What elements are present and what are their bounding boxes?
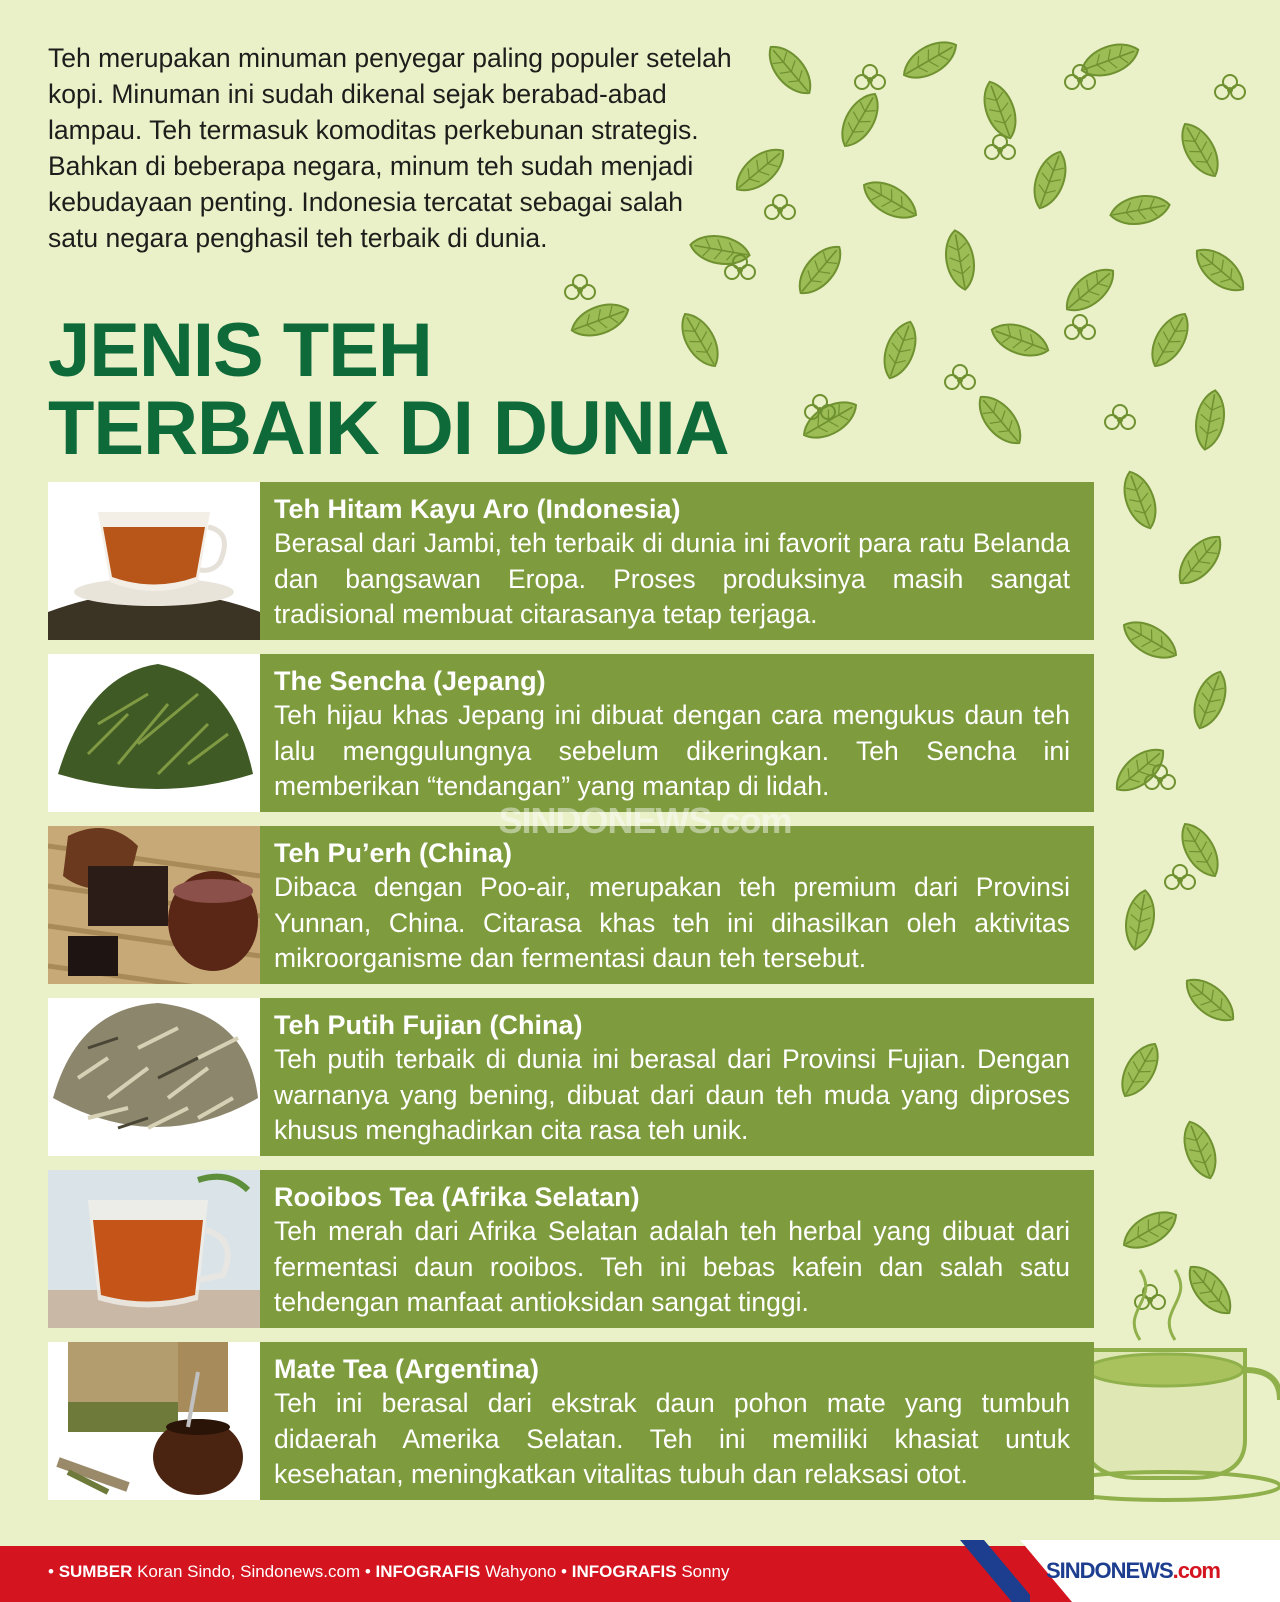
tea-card-body <box>260 482 1094 640</box>
infographic-value: Wahyono <box>485 1562 557 1581</box>
title-line-1: JENIS TEH <box>48 308 432 393</box>
tea-name: Mate Tea (Argentina) <box>274 1354 540 1384</box>
tea-image <box>48 1170 260 1328</box>
tea-name: Teh Hitam Kayu Aro (Indonesia) <box>274 494 681 524</box>
source-value: Koran Sindo, Sindonews.com <box>137 1562 361 1581</box>
tea-image <box>48 482 260 640</box>
title-line-2: TERBAIK DI DUNIA <box>48 386 729 471</box>
infographic-label: INFOGRAFIS <box>375 1562 481 1581</box>
tea-card <box>48 1170 1094 1328</box>
sindonews-logo <box>1046 1558 1220 1584</box>
tea-card <box>48 998 1094 1156</box>
bullet: • <box>48 1562 54 1581</box>
source-label: SUMBER <box>58 1562 133 1581</box>
tea-image <box>48 654 260 812</box>
tea-card-body <box>260 1170 1094 1328</box>
tea-card <box>48 1342 1094 1500</box>
tea-description: Teh hijau khas Jepang ini dibuat dengan cara mengukus daun teh lalu menggulungnya sebelum dikeringkan. Teh Sencha ini memberikan “tendangan” yang mantap di lidah. <box>274 700 1070 801</box>
tea-name: Teh Pu’erh (China) <box>274 838 513 868</box>
tea-name: Teh Putih Fujian (China) <box>274 1010 583 1040</box>
tea-image <box>48 998 260 1156</box>
infographic-label: INFOGRAFIS <box>571 1562 677 1581</box>
tea-description: Berasal dari Jambi, teh terbaik di dunia ini favorit para ratu Belanda dan bangsawan Eropa. Proses produksinya masih sangat tradisional membuat citarasanya tetap terjaga. <box>274 528 1070 629</box>
watermark: SINDONEWS.com <box>498 800 792 841</box>
logo-text: SINDONEWS <box>1045 1558 1173 1583</box>
tea-image <box>48 1342 260 1500</box>
infographic-value: Sonny <box>681 1562 730 1581</box>
tea-description: Dibaca dengan Poo-air, merupakan teh premium dari Provinsi Yunnan, China. Citarasa khas teh ini dihasilkan oleh aktivitas mikroorganisme dan fermentasi daun teh tersebut. <box>274 872 1070 973</box>
tea-card <box>48 826 1094 984</box>
tea-image <box>48 826 260 984</box>
tea-card-body <box>260 654 1094 812</box>
tea-name: The Sencha (Jepang) <box>274 666 546 696</box>
bullet: • <box>364 1562 371 1581</box>
tea-description: Teh putih terbaik di dunia ini berasal dari Provinsi Fujian. Dengan warnanya yang bening, dibuat dari daun teh muda yang diproses khusus menghadirkan cita rasa teh unik. <box>274 1044 1070 1145</box>
tea-description: Teh merah dari Afrika Selatan adalah teh herbal yang dibuat dari fermentasi daun rooibos. Teh ini bebas kafein dan salah satu tehdengan manfaat antioksidan sangat tinggi. <box>274 1216 1070 1317</box>
tea-name: Rooibos Tea (Afrika Selatan) <box>274 1182 640 1212</box>
footer-credits <box>48 1562 730 1582</box>
bullet: • <box>561 1562 567 1581</box>
tea-description: Teh ini berasal dari ekstrak daun pohon mate yang tumbuh didaerah Amerika Selatan. Teh ini memiliki khasiat untuk kesehatan, meningkatkan vitalitas tubuh dan relaksasi otot. <box>274 1388 1070 1489</box>
logo-suffix: .com <box>1172 1558 1220 1583</box>
intro-text: Teh merupakan minuman penyegar paling populer setelah kopi. Minuman ini sudah dikenal sejak berabad-abad lampau. Teh termasuk komoditas perkebunan strategis. Bahkan di beberapa negara, minum teh sudah menjadi kebudayaan penting. Indonesia tercatat sebagai salah satu negara penghasil teh terbaik di dunia. <box>48 43 732 253</box>
tea-card <box>48 482 1094 640</box>
tea-card-body <box>260 826 1094 984</box>
tea-card-body <box>260 1342 1094 1500</box>
tea-card <box>48 654 1094 812</box>
page-title <box>48 308 729 471</box>
tea-card-body <box>260 998 1094 1156</box>
